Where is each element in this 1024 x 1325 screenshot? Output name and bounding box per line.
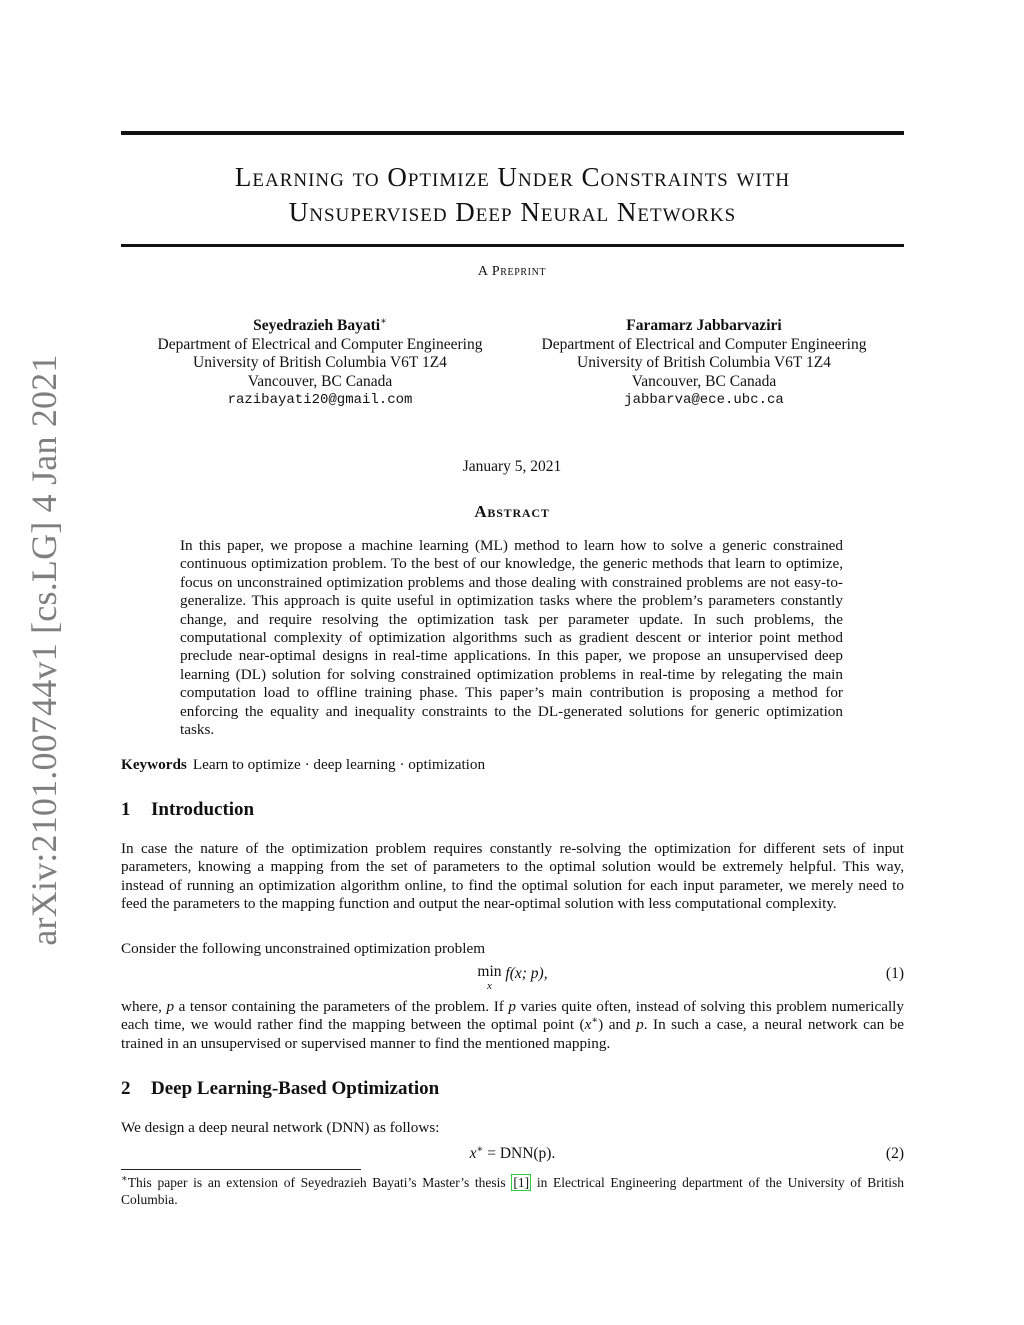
section-title: Deep Learning-Based Optimization: [151, 1078, 440, 1099]
author-dept: Department of Electrical and Computer Engineering: [541, 335, 867, 353]
footnote-text-b: in Electrical Engineering department of the University of British Columbia.: [121, 1175, 904, 1207]
p3-var-p1: p: [166, 998, 175, 1015]
arxiv-id: arXiv:2101.00744v1 [cs.LG] 4 Jan 2021: [24, 354, 64, 946]
abstract-text: In this paper, we propose a machine learning (ML) method to learn how to solve a generic constrained continuous optimization problem. To the best of our knowledge, the generic methods that learn to optimize, focus on unconstrained optimization problems and those dealing with constrained problems are not easy-to-generalize. This approach is quite useful in optimization tasks where the problem’s parameters constantly change, and require resolving the optimization task per parameter update. In such problems, the computational complexity of optimization algorithms such as gradient descent or interior point method preclude near-optimal designs in real-time applications. In this paper, we propose an unsupervised deep learning (DL) solution for solving constrained optimization problems in real-time by relegating the main computation load to offline training phase. This paper’s main contribution is proposing a method for enforcing the equality and inequality constraints to the DL-generated solutions for generic optimization tasks.: [180, 537, 843, 739]
footnote-mark: ∗: [121, 1173, 128, 1185]
author-name: Faramarz Jabbarvaziri: [626, 317, 782, 334]
intro-paragraph-1: In case the nature of the optimization problem requires constantly re-solving the optimization for different sets of input parameters, knowing a mapping from the set of parameters to the optimal solution would be extremely helpful. This way, instead of running an optimization algorithm online, to find the optimal solution for each input parameter, we merely need to feed the parameters to the mapping function and output the near-optimal solution with less computational complexity.: [121, 840, 904, 913]
p3-var-p2: p: [508, 998, 516, 1015]
p3-part-e: . In such a case, a neural network can be trained in an unsupervised or supervised manner to find the mentioned mapping.: [121, 1016, 904, 1052]
title-line-2: Unsupervised Deep Neural Networks: [288, 197, 737, 227]
section-number: 1: [121, 799, 131, 820]
footnote-text-a: This paper is an extension of Seyedrazieh Bayati’s Master’s thesis: [127, 1175, 512, 1190]
min-subscript: x: [487, 980, 492, 992]
footnote-rule: [121, 1169, 361, 1170]
section-number: 2: [121, 1078, 131, 1099]
paper-date: January 5, 2021: [462, 458, 562, 475]
section-heading-dl-optimization: [121, 1078, 439, 1100]
keywords-label: Keywords: [121, 756, 187, 773]
author-univ: University of British Columbia V6T 1Z4: [193, 354, 447, 371]
p3-part-a: where,: [121, 998, 167, 1015]
author-block-1: [100, 317, 540, 410]
abstract-heading: Abstract: [474, 502, 550, 521]
p3-part-c: varies quite often, instead of solving this problem numerically each time, we would rather find the mapping between the optimal point (: [121, 998, 904, 1034]
author-footnote-mark: ∗: [380, 315, 387, 327]
p3-part-d: ) and: [598, 1016, 637, 1034]
paper-title: [121, 160, 904, 230]
author-city: Vancouver, BC Canada: [247, 372, 393, 390]
author-city: Vancouver, BC Canada: [631, 372, 777, 390]
min-op-text: min: [477, 963, 502, 980]
author-block-2: [484, 317, 924, 410]
preprint-label: A Preprint: [477, 264, 547, 279]
p3-var-p3: p: [636, 1016, 644, 1034]
footnote: [121, 1174, 904, 1208]
p3-star: ∗: [591, 1015, 599, 1027]
title-rule-bottom: [121, 244, 904, 247]
p3-var-x: x: [584, 1016, 592, 1034]
intro-paragraph-3: [121, 998, 904, 1053]
dl-paragraph-1: We design a deep neural network (DNN) as follows:: [121, 1119, 440, 1136]
intro-paragraph-2: Consider the following unconstrained optimization problem: [121, 940, 486, 957]
equation-1-body: f(x; p),: [505, 965, 548, 982]
author-email[interactable]: razibayati20@gmail.com: [227, 392, 413, 408]
eq2-rhs: = DNN(p).: [483, 1145, 556, 1162]
title-line-1: Learning to Optimize Under Constraints with: [234, 162, 791, 192]
equation-2-number: (2): [885, 1145, 904, 1162]
keywords-text: Learn to optimize · deep learning · optimization: [192, 756, 486, 773]
section-title: Introduction: [151, 799, 255, 820]
equation-1-number: (1): [885, 965, 904, 982]
citation-link[interactable]: [1]: [513, 1175, 530, 1190]
eq2-lhs: x: [469, 1145, 477, 1162]
section-heading-introduction: [121, 799, 254, 821]
author-email[interactable]: jabbarva@ece.ubc.ca: [624, 392, 784, 408]
title-rule-top: [121, 131, 904, 135]
min-operator: [477, 965, 501, 993]
p3-part-b: a tensor containing the parameters of the problem. If: [174, 998, 509, 1015]
author-name: Seyedrazieh Bayati: [253, 317, 381, 334]
eq2-star: ∗: [476, 1143, 484, 1155]
keywords: [121, 756, 485, 774]
author-dept: Department of Electrical and Computer Engineering: [157, 335, 483, 353]
author-univ: University of British Columbia V6T 1Z4: [577, 354, 831, 371]
